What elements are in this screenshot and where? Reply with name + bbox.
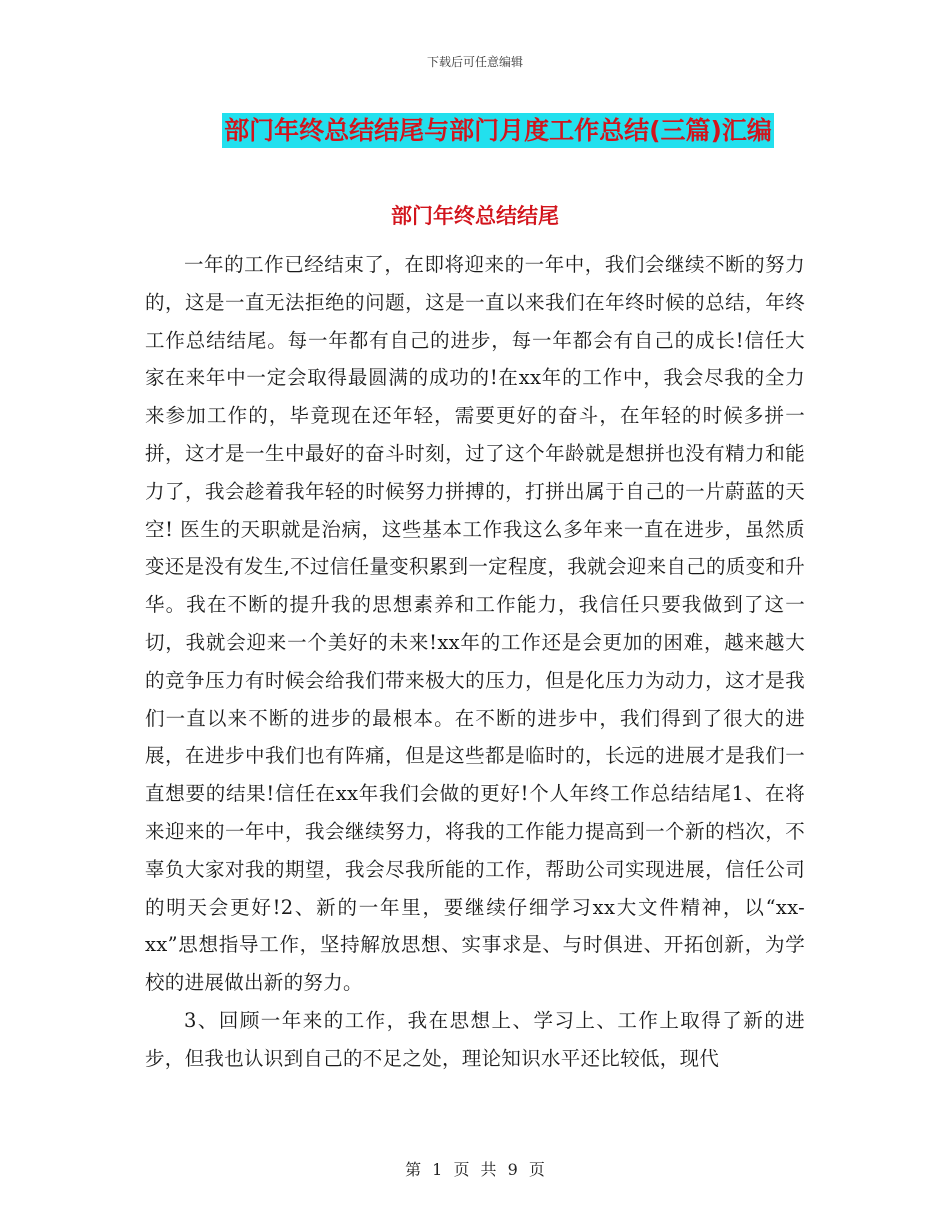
document-body — [145, 246, 805, 1078]
paragraph: 3、回顾一年来的工作，我在思想上、学习上、工作上取得了新的进步，但我也认识到自己的不足之处，理论知识水平还比较低，现代 — [145, 1008, 805, 1070]
page-header: 下载后可任意编辑 — [426, 55, 523, 69]
page-footer: 第 1 页 共 9 页 — [405, 1160, 545, 1179]
section-title: 部门年终总结结尾 — [391, 204, 559, 228]
paragraph: 一年的工作已经结束了，在即将迎来的一年中，我们会继续不断的努力的，这是一直无法拒绝的问题，这是一直以来我们在年终时候的总结，年终工作总结结尾。每一年都有自己的进步，每一年都会有自己的成长!信任大家在来年中一定会取得最圆满的成功的!在xx年的工作中，我会尽我的全力来参加工作的，毕竟现在还年轻，需要更好的奋斗，在年轻的时候多拼一拼，这才是一生中最好的奋斗时刻，过了这个年龄就是想拼也没有精力和能力了，我会趁着我年轻的时候努力拼搏的，打拼出属于自己的一片蔚蓝的天空! 医生的天职就是治病，这些基本工作我这么多年来一直在进步，虽然质变还是没有发生,不过信任量变积累到一定程度，我就会迎来自己的质变和升华。我在不断的提升我的思想素养和工作能力，我信任只要我做到了这一切，我就会迎来一个美好的未来!xx年的工作还是会更加的困难，越来越大的竞争压力有时候会给我们带来极大的压力，但是化压力为动力，这才是我们一直以来不断的进步的最根本。在不断的进步中，我们得到了很大的进展，在进步中我们也有阵痛，但是这些都是临时的，长远的进展才是我们一直想要的结果!信任在xx年我们会做的更好!个人年终工作总结结尾1、在将来迎来的一年中，我会继续努力，将我的工作能力提高到一个新的档次，不辜负大家对我的期望，我会尽我所能的工作，帮助公司实现进展，信任公司的明天会更好!2、新的一年里，要继续仔细学习xx大文件精神，以“xx-xx”思想指导工作，坚持解放思想、实事求是、与时俱进、开拓创新，为学校的进展做出新的努力。 — [145, 253, 805, 995]
document-title-text: 部门年终总结结尾与部门月度工作总结(三篇)汇编 — [222, 113, 774, 148]
document-title — [0, 111, 950, 147]
